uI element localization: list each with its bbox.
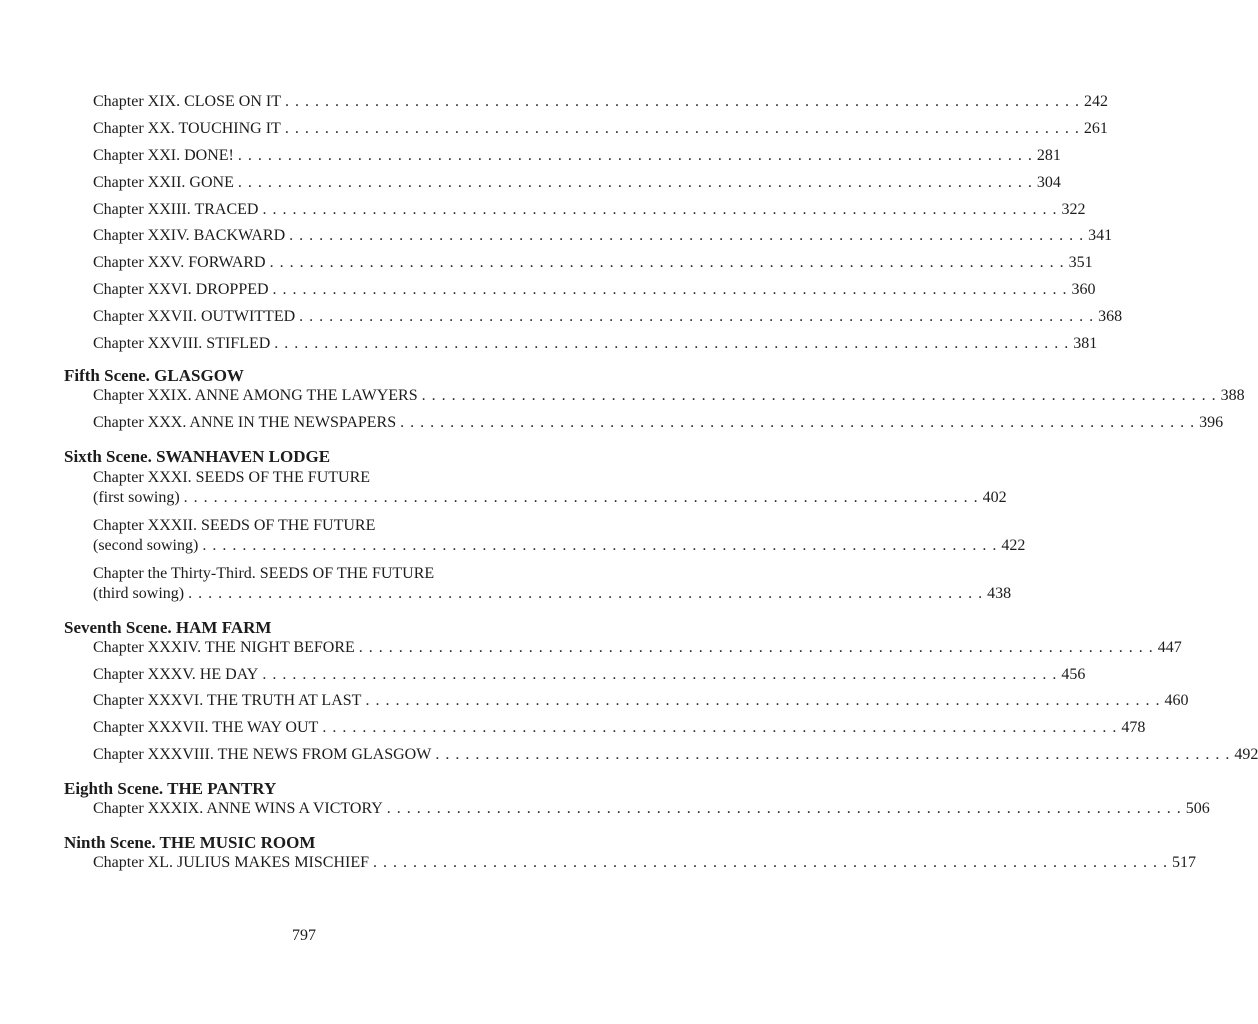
page-ref: 381 — [1073, 335, 1098, 353]
page-ref: 281 — [1036, 146, 1061, 164]
dot-leader: . . . . . . . . . . . . . . . . . . . . . . . . . . . . . . . . . . . . . . . . . . . . . . . . . . . . . . . . . . . . . . . . . . . . . . . . . . . . . . . . — [183, 488, 979, 506]
chapter-entry[interactable] — [64, 745, 1258, 765]
chapter-line — [93, 146, 1061, 166]
chapter-entry[interactable] — [64, 413, 1224, 433]
chapter-title: Chapter the Thirty-Third. SEEDS OF THE FUTURE — [93, 564, 435, 582]
chapter-entry[interactable] — [64, 200, 1086, 220]
chapter-entry[interactable] — [64, 119, 1108, 139]
chapter-entry[interactable] — [64, 386, 1245, 406]
dot-leader: . . . . . . . . . . . . . . . . . . . . . . . . . . . . . . . . . . . . . . . . . . . . . . . . . . . . . . . . . . . . . . . . . . . . . . . . . . . . . . . . — [373, 854, 1168, 872]
chapter-title: Chapter XXIV. BACKWARD — [93, 227, 286, 245]
chapter-line — [93, 638, 1182, 658]
dot-leader: . . . . . . . . . . . . . . . . . . . . . . . . . . . . . . . . . . . . . . . . . . . . . . . . . . . . . . . . . . . . . . . . . . . . . . . . . . . . . . . . — [322, 719, 1118, 737]
dot-leader: . . . . . . . . . . . . . . . . . . . . . . . . . . . . . . . . . . . . . . . . . . . . . . . . . . . . . . . . . . . . . . . . . . . . . . . . . . . . . . . . — [358, 638, 1154, 656]
dot-leader: . . . . . . . . . . . . . . . . . . . . . . . . . . . . . . . . . . . . . . . . . . . . . . . . . . . . . . . . . . . . . . . . . . . . . . . . . . . . . . . . — [299, 308, 1095, 326]
chapter-subtitle: (third sowing) — [93, 584, 185, 602]
page-ref: 368 — [1098, 308, 1123, 326]
page-ref: 506 — [1185, 800, 1210, 818]
chapter-entry[interactable] — [64, 515, 1026, 556]
toc-section — [64, 779, 1210, 819]
chapter-subtitle: (second sowing) — [93, 536, 199, 554]
chapter-entry[interactable] — [64, 173, 1061, 193]
dot-leader: . . . . . . . . . . . . . . . . . . . . . . . . . . . . . . . . . . . . . . . . . . . . . . . . . . . . . . . . . . . . . . . . . . . . . . . . . . . . . . . . — [365, 692, 1161, 710]
page-number: 797 — [292, 927, 316, 944]
chapter-title: Chapter XXVIII. STIFLED — [93, 335, 271, 353]
scene-heading: Sixth Scene. SWANHAVEN LODGE — [64, 446, 331, 466]
page-ref: 492 — [1234, 746, 1258, 764]
dot-leader: . . . . . . . . . . . . . . . . . . . . . . . . . . . . . . . . . . . . . . . . . . . . . . . . . . . . . . . . . . . . . . . . . . . . . . . . . . . . . . . . — [284, 119, 1080, 137]
chapter-title: Chapter XXXIV. THE NIGHT BEFORE — [93, 638, 355, 656]
chapter-title: Chapter XIX. CLOSE ON IT — [93, 93, 281, 110]
table-of-contents — [64, 92, 1258, 887]
chapter-entry[interactable] — [64, 280, 1096, 300]
chapter-title: Chapter XXXIX. ANNE WINS A VICTORY — [93, 800, 383, 818]
chapter-title: Chapter XXX. ANNE IN THE NEWSPAPERS — [93, 413, 397, 431]
scene-heading: Eighth Scene. THE PANTRY — [64, 779, 277, 799]
chapter-title: Chapter XXXII. SEEDS OF THE FUTURE — [93, 516, 376, 534]
page-ref: 422 — [1001, 536, 1026, 554]
dot-leader: . . . . . . . . . . . . . . . . . . . . . . . . . . . . . . . . . . . . . . . . . . . . . . . . . . . . . . . . . . . . . . . . . . . . . . . . . . . . . . . . — [284, 93, 1080, 110]
page-ref: 460 — [1164, 692, 1189, 710]
dot-leader: . . . . . . . . . . . . . . . . . . . . . . . . . . . . . . . . . . . . . . . . . . . . . . . . . . . . . . . . . . . . . . . . . . . . . . . . . . . . . . . . — [289, 227, 1085, 245]
chapter-entry[interactable] — [64, 799, 1210, 819]
chapter-entry[interactable] — [64, 467, 1007, 508]
dot-leader: . . . . . . . . . . . . . . . . . . . . . . . . . . . . . . . . . . . . . . . . . . . . . . . . . . . . . . . . . . . . . . . . . . . . . . . . . . . . . . . . — [400, 413, 1196, 431]
scene-heading: Seventh Scene. HAM FARM — [64, 617, 272, 637]
chapter-line — [93, 584, 1012, 604]
chapter-line — [93, 253, 1093, 273]
dot-leader: . . . . . . . . . . . . . . . . . . . . . . . . . . . . . . . . . . . . . . . . . . . . . . . . . . . . . . . . . . . . . . . . . . . . . . . . . . . . . . . . — [237, 173, 1033, 191]
scene-heading: Fifth Scene. GLASGOW — [64, 366, 244, 386]
chapter-entry[interactable] — [64, 563, 1012, 604]
toc-section — [64, 617, 1258, 766]
chapter-line — [93, 119, 1108, 139]
chapter-entry[interactable] — [64, 718, 1146, 738]
chapter-line — [93, 536, 1026, 556]
page-ref: 261 — [1083, 119, 1108, 137]
chapter-subtitle: (first sowing) — [93, 488, 180, 506]
chapter-title: Chapter XXXV. HE DAY — [93, 665, 259, 683]
chapter-title: Chapter XXVII. OUTWITTED — [93, 308, 296, 326]
page-ref: 351 — [1068, 254, 1093, 272]
chapter-line — [93, 200, 1086, 220]
chapter-entry[interactable] — [64, 146, 1061, 166]
page-ref: 517 — [1172, 854, 1196, 872]
page-ref: 242 — [1083, 93, 1108, 110]
dot-leader: . . . . . . . . . . . . . . . . . . . . . . . . . . . . . . . . . . . . . . . . . . . . . . . . . . . . . . . . . . . . . . . . . . . . . . . . . . . . . . . . — [435, 746, 1231, 764]
chapter-title: Chapter XXV. FORWARD — [93, 254, 266, 272]
dot-leader: . . . . . . . . . . . . . . . . . . . . . . . . . . . . . . . . . . . . . . . . . . . . . . . . . . . . . . . . . . . . . . . . . . . . . . . . . . . . . . . . — [421, 387, 1217, 405]
page-ref: 341 — [1088, 227, 1113, 245]
chapter-title: Chapter XXXVIII. THE NEWS FROM GLASGOW — [93, 746, 432, 764]
dot-leader: . . . . . . . . . . . . . . . . . . . . . . . . . . . . . . . . . . . . . . . . . . . . . . . . . . . . . . . . . . . . . . . . . . . . . . . . . . . . . . . . — [272, 281, 1068, 299]
dot-leader: . . . . . . . . . . . . . . . . . . . . . . . . . . . . . . . . . . . . . . . . . . . . . . . . . . . . . . . . . . . . . . . . . . . . . . . . . . . . . . . . — [262, 665, 1058, 683]
chapter-line — [93, 691, 1189, 711]
chapter-entry[interactable] — [64, 307, 1123, 327]
chapter-title: Chapter XXXVII. THE WAY OUT — [93, 719, 319, 737]
dot-leader: . . . . . . . . . . . . . . . . . . . . . . . . . . . . . . . . . . . . . . . . . . . . . . . . . . . . . . . . . . . . . . . . . . . . . . . . . . . . . . . . — [237, 146, 1033, 164]
chapter-line — [93, 665, 1086, 685]
chapter-title: Chapter XXII. GONE — [93, 173, 234, 191]
chapter-line — [93, 226, 1113, 246]
chapter-line — [93, 488, 1007, 508]
chapter-title: Chapter XXXVI. THE TRUTH AT LAST — [93, 692, 362, 710]
dot-leader: . . . . . . . . . . . . . . . . . . . . . . . . . . . . . . . . . . . . . . . . . . . . . . . . . . . . . . . . . . . . . . . . . . . . . . . . . . . . . . . . — [386, 800, 1182, 818]
chapter-title: Chapter XXI. DONE! — [93, 146, 234, 164]
page-ref: 360 — [1071, 281, 1096, 299]
chapter-entry[interactable] — [64, 665, 1086, 685]
page-ref: 322 — [1061, 200, 1086, 218]
page-ref: 402 — [982, 488, 1007, 506]
scene-heading: Ninth Scene. THE MUSIC ROOM — [64, 833, 316, 853]
dot-leader: . . . . . . . . . . . . . . . . . . . . . . . . . . . . . . . . . . . . . . . . . . . . . . . . . . . . . . . . . . . . . . . . . . . . . . . . . . . . . . . . — [262, 200, 1058, 218]
chapter-line — [93, 280, 1096, 300]
chapter-title: Chapter XXIII. TRACED — [93, 200, 259, 218]
chapter-line — [93, 718, 1146, 738]
page-ref: 478 — [1121, 719, 1146, 737]
toc-section — [64, 92, 1123, 354]
chapter-title: Chapter XXVI. DROPPED — [93, 281, 269, 299]
page-ref: 388 — [1220, 387, 1245, 405]
dot-leader: . . . . . . . . . . . . . . . . . . . . . . . . . . . . . . . . . . . . . . . . . . . . . . . . . . . . . . . . . . . . . . . . . . . . . . . . . . . . . . . . — [202, 536, 998, 554]
chapter-entry[interactable] — [64, 226, 1113, 246]
dot-leader: . . . . . . . . . . . . . . . . . . . . . . . . . . . . . . . . . . . . . . . . . . . . . . . . . . . . . . . . . . . . . . . . . . . . . . . . . . . . . . . . — [269, 254, 1065, 272]
page-ref: 304 — [1036, 173, 1061, 191]
chapter-entry[interactable] — [64, 334, 1098, 354]
dot-leader: . . . . . . . . . . . . . . . . . . . . . . . . . . . . . . . . . . . . . . . . . . . . . . . . . . . . . . . . . . . . . . . . . . . . . . . . . . . . . . . . — [188, 584, 984, 602]
chapter-line — [93, 173, 1061, 193]
chapter-line — [93, 307, 1123, 327]
toc-section — [64, 366, 1245, 433]
page-ref: 438 — [987, 584, 1012, 602]
chapter-title: Chapter XXIX. ANNE AMONG THE LAWYERS — [93, 387, 418, 405]
chapter-title: Chapter XXXI. SEEDS OF THE FUTURE — [93, 468, 371, 486]
chapter-line — [93, 386, 1245, 406]
chapter-title: Chapter XL. JULIUS MAKES MISCHIEF — [93, 854, 369, 872]
chapter-line — [93, 413, 1224, 433]
toc-section — [64, 446, 1026, 604]
chapter-entry[interactable] — [64, 638, 1182, 658]
chapter-title: Chapter XX. TOUCHING IT — [93, 119, 281, 137]
page-ref: 396 — [1199, 413, 1224, 431]
chapter-line — [93, 745, 1258, 765]
chapter-entry[interactable] — [64, 92, 1108, 112]
dot-leader: . . . . . . . . . . . . . . . . . . . . . . . . . . . . . . . . . . . . . . . . . . . . . . . . . . . . . . . . . . . . . . . . . . . . . . . . . . . . . . . . — [274, 335, 1070, 353]
page-ref: 456 — [1061, 665, 1086, 683]
chapter-line — [93, 799, 1210, 819]
chapter-entry[interactable] — [64, 691, 1189, 711]
chapter-entry[interactable] — [64, 853, 1196, 873]
chapter-line — [93, 92, 1108, 112]
chapter-line — [93, 334, 1098, 354]
page-ref: 447 — [1157, 638, 1182, 656]
toc-section — [64, 833, 1196, 873]
chapter-line — [93, 853, 1196, 873]
chapter-entry[interactable] — [64, 253, 1093, 273]
